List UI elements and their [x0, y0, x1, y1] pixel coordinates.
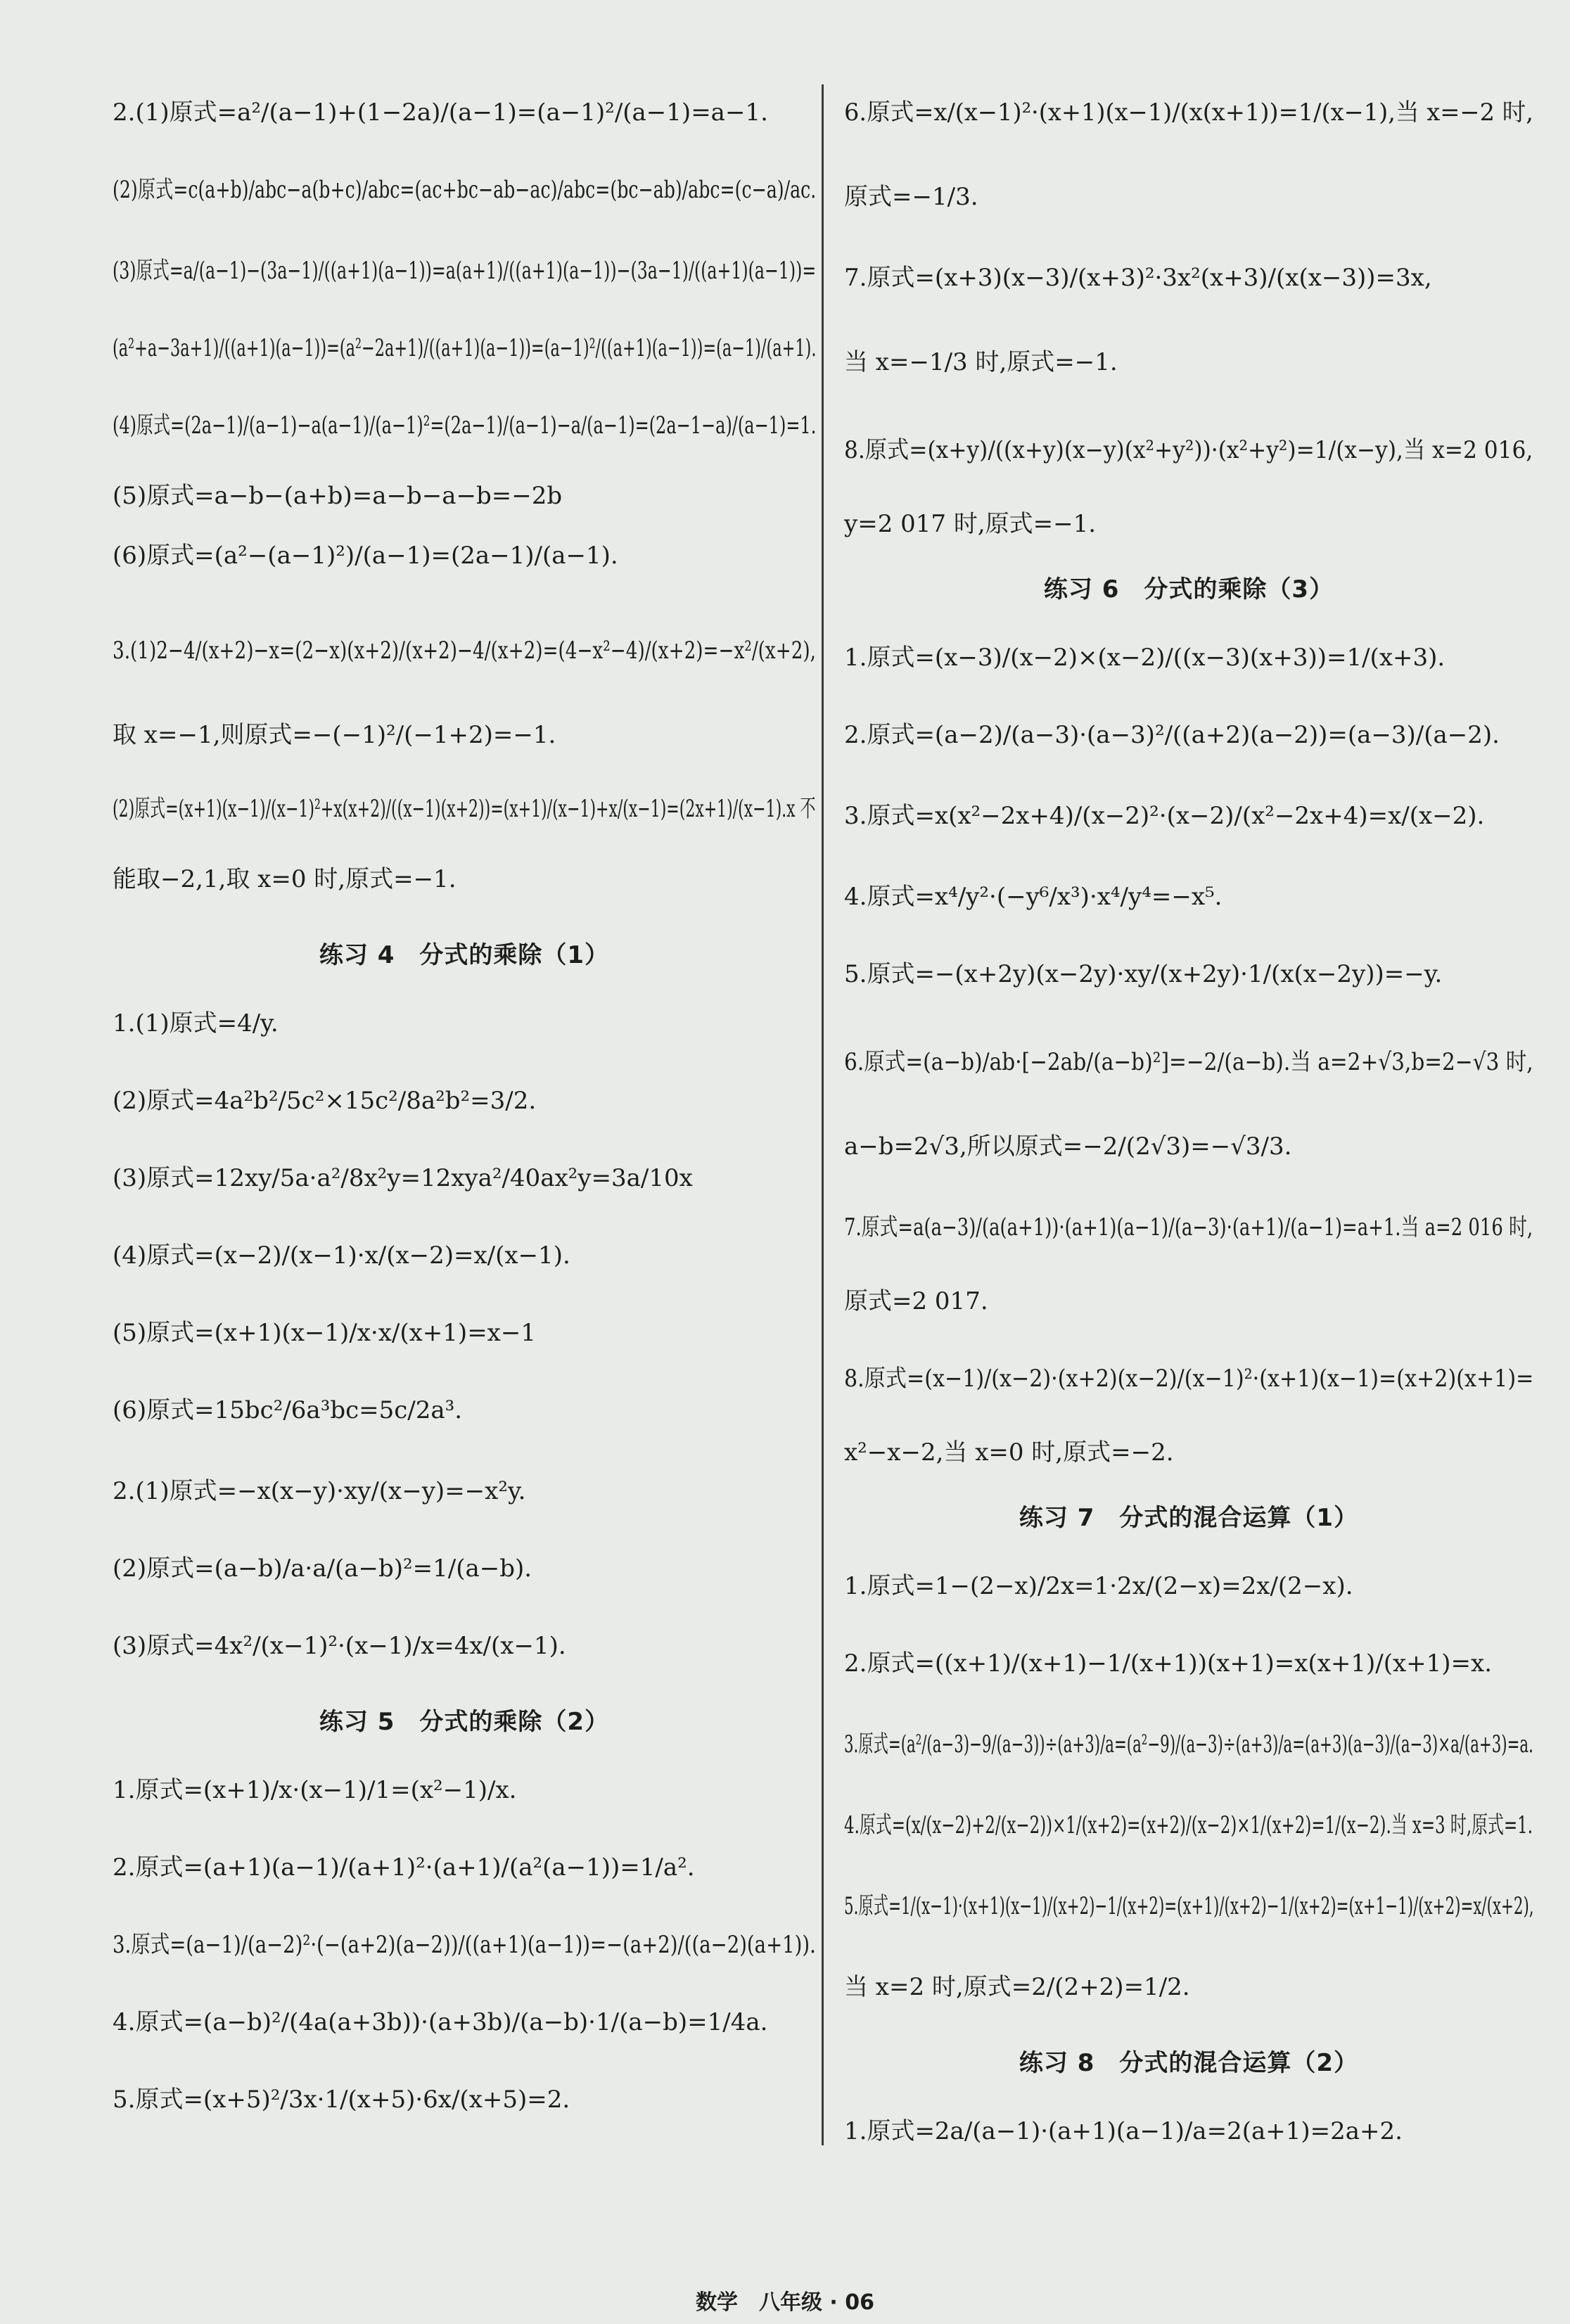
answer-line: 1.原式=1−(2−x)/2x=1·2x/(2−x)=2x/(2−x). [844, 1572, 1353, 1600]
column-divider [822, 84, 824, 2145]
answer-line: 2.原式=((x+1)/(x+1)−1/(x+1))(x+1)=x(x+1)/(x+1)=x. [844, 1649, 1493, 1678]
answer-line: 2.原式=(a−2)/(a−3)·(a−3)²/((a+2)(a−2))=(a−3)/(a−2). [844, 721, 1500, 749]
section-title: 练习 6 分式的乘除（3） [1043, 575, 1334, 604]
answer-line: 1.原式=(x−3)/(x−2)×(x−2)/((x−3)(x+3))=1/(x+3). [844, 644, 1445, 672]
answer-line: 原式=−1/3. [844, 183, 978, 211]
answer-line: 5.原式=1/(x−1)·(x+1)(x−1)/(x+2)−1/(x+2)=(x+1)/(x+2)−1/(x+2)=(x+1−1)/(x+2)=x/(x+2), [844, 1892, 1534, 1920]
answer-line: (6)原式=(a²−(a−1)²)/(a−1)=(2a−1)/(a−1). [113, 542, 618, 570]
answer-line: 1.(1)原式=4/y. [113, 1009, 279, 1038]
answer-line: a−b=2√3,所以原式=−2/(2√3)=−√3/3. [844, 1132, 1292, 1161]
answer-line: (2)原式=4a²b²/5c²×15c²/8a²b²=3/2. [113, 1087, 537, 1115]
section-title: 练习 8 分式的混合运算（2） [1019, 2049, 1359, 2077]
answer-line: 3.原式=x(x²−2x+4)/(x−2)²·(x−2)/(x²−2x+4)=x/(x−2). [844, 802, 1485, 830]
answer-line: 当 x=−1/3 时,原式=−1. [844, 348, 1118, 376]
answer-line: (2)原式=(a−b)/a·a/(a−b)²=1/(a−b). [113, 1554, 532, 1583]
answer-line: 3.原式=(a−1)/(a−2)²·(−(a+2)(a−2))/((a+1)(a−1))=−(a+2)/((a−2)(a+1)). [113, 1931, 816, 1959]
answer-line: 3.原式=(a²/(a−3)−9/(a−3))÷(a+3)/a=(a²−9)/(a−3)÷(a+3)/a=(a+3)(a−3)/(a−3)×a/(a+3)=a. [844, 1730, 1533, 1758]
answer-line: 原式=2 017. [844, 1287, 988, 1315]
answer-line: 取 x=−1,则原式=−(−1)²/(−1+2)=−1. [113, 721, 556, 749]
answer-line: (3)原式=4x²/(x−1)²·(x−1)/x=4x/(x−1). [113, 1632, 566, 1660]
answer-line: 当 x=2 时,原式=2/(2+2)=1/2. [844, 1973, 1190, 2001]
answer-line: 5.原式=−(x+2y)(x−2y)·xy/(x+2y)·1/(x(x−2y))=−y. [844, 960, 1443, 988]
answer-line: 1.原式=(x+1)/x·(x−1)/1=(x²−1)/x. [113, 1776, 517, 1804]
answer-line: 7.原式=(x+3)(x−3)/(x+3)²·3x²(x+3)/(x(x−3))=3x, [844, 264, 1432, 292]
answer-line: (5)原式=(x+1)(x−1)/x·x/(x+1)=x−1 [113, 1319, 536, 1347]
answer-line: 1.原式=2a/(a−1)·(a+1)(a−1)/a=2(a+1)=2a+2. [844, 2117, 1403, 2145]
answer-line: 6.原式=(a−b)/ab·[−2ab/(a−b)²]=−2/(a−b).当 a=2+√3,b=2−√3 时, [844, 1048, 1533, 1076]
answer-line: 4.原式=(x/(x−2)+2/(x−2))×1/(x+2)=(x+2)/(x−2)×1/(x+2)=1/(x−2).当 x=3 时,原式=1. [844, 1811, 1533, 1839]
answer-line: (4)原式=(x−2)/(x−1)·x/(x−2)=x/(x−1). [113, 1241, 570, 1270]
answer-line: 7.原式=a(a−3)/(a(a+1))·(a+1)(a−1)/(a−3)·(a+1)/(a−1)=a+1.当 a=2 016 时, [844, 1213, 1533, 1241]
answer-line: (2)原式=c(a+b)/abc−a(b+c)/abc=(ac+bc−ab−ac)/abc=(bc−ab)/abc=(c−a)/ac. [113, 176, 817, 204]
answer-line: (2)原式=(x+1)(x−1)/(x−1)²+x(x+2)/((x−1)(x+2))=(x+1)/(x−1)+x/(x−1)=(2x+1)/(x−1).x 不 [113, 795, 816, 823]
answer-line: 6.原式=x/(x−1)²·(x+1)(x−1)/(x(x+1))=1/(x−1),当 x=−2 时, [844, 98, 1533, 127]
answer-line: 4.原式=x⁴/y²·(−y⁶/x³)·x⁴/y⁴=−x⁵. [844, 883, 1223, 911]
answer-line: (6)原式=15bc²/6a³bc=5c/2a³. [113, 1396, 463, 1424]
answer-line: y=2 017 时,原式=−1. [844, 510, 1097, 538]
answer-line: 能取−2,1,取 x=0 时,原式=−1. [113, 865, 457, 893]
answer-line: (4)原式=(2a−1)/(a−1)−a(a−1)/(a−1)²=(2a−1)/(a−1)−a/(a−1)=(2a−1−a)/(a−1)=1. [113, 411, 817, 440]
answer-line: 3.(1)2−4/(x+2)−x=(2−x)(x+2)/(x+2)−4/(x+2)=(4−x²−4)/(x+2)=−x²/(x+2), [113, 637, 816, 665]
answer-line: 4.原式=(a−b)²/(4a(a+3b))·(a+3b)/(a−b)·1/(a−b)=1/4a. [113, 2008, 768, 2036]
answer-line: 2.(1)原式=a²/(a−1)+(1−2a)/(a−1)=(a−1)²/(a−1)=a−1. [113, 98, 768, 127]
answer-line: (a²+a−3a+1)/((a+1)(a−1))=(a²−2a+1)/((a+1)(a−1))=(a−1)²/((a+1)(a−1))=(a−1)/(a+1). [113, 334, 817, 362]
section-title: 练习 7 分式的混合运算（1） [1019, 1504, 1359, 1532]
answer-line: 8.原式=(x+y)/((x+y)(x−y)(x²+y²))·(x²+y²)=1/(x−y),当 x=2 016, [844, 436, 1533, 464]
page-footer: 数学 八年级 · 06 [695, 2290, 875, 2315]
answer-line: (3)原式=12xy/5a·a²/8x²y=12xya²/40ax²y=3a/10x [113, 1164, 693, 1192]
section-title: 练习 5 分式的乘除（2） [319, 1708, 610, 1736]
answer-line: 5.原式=(x+5)²/3x·1/(x+5)·6x/(x+5)=2. [113, 2086, 570, 2114]
answer-line: (5)原式=a−b−(a+b)=a−b−a−b=−2b [113, 482, 563, 510]
section-title: 练习 4 分式的乘除（1） [319, 941, 610, 969]
answer-line: 2.(1)原式=−x(x−y)·xy/(x−y)=−x²y. [113, 1477, 526, 1505]
answer-line: 8.原式=(x−1)/(x−2)·(x+2)(x−2)/(x−1)²·(x+1)(x−1)=(x+2)(x+1)= [844, 1365, 1534, 1393]
answer-line: 2.原式=(a+1)(a−1)/(a+1)²·(a+1)/(a²(a−1))=1/a². [113, 1853, 695, 1882]
answer-line: (3)原式=a/(a−1)−(3a−1)/((a+1)(a−1))=a(a+1)/((a+1)(a−1))−(3a−1)/((a+1)(a−1))= [113, 257, 817, 285]
answer-line: x²−x−2,当 x=0 时,原式=−2. [844, 1438, 1174, 1467]
